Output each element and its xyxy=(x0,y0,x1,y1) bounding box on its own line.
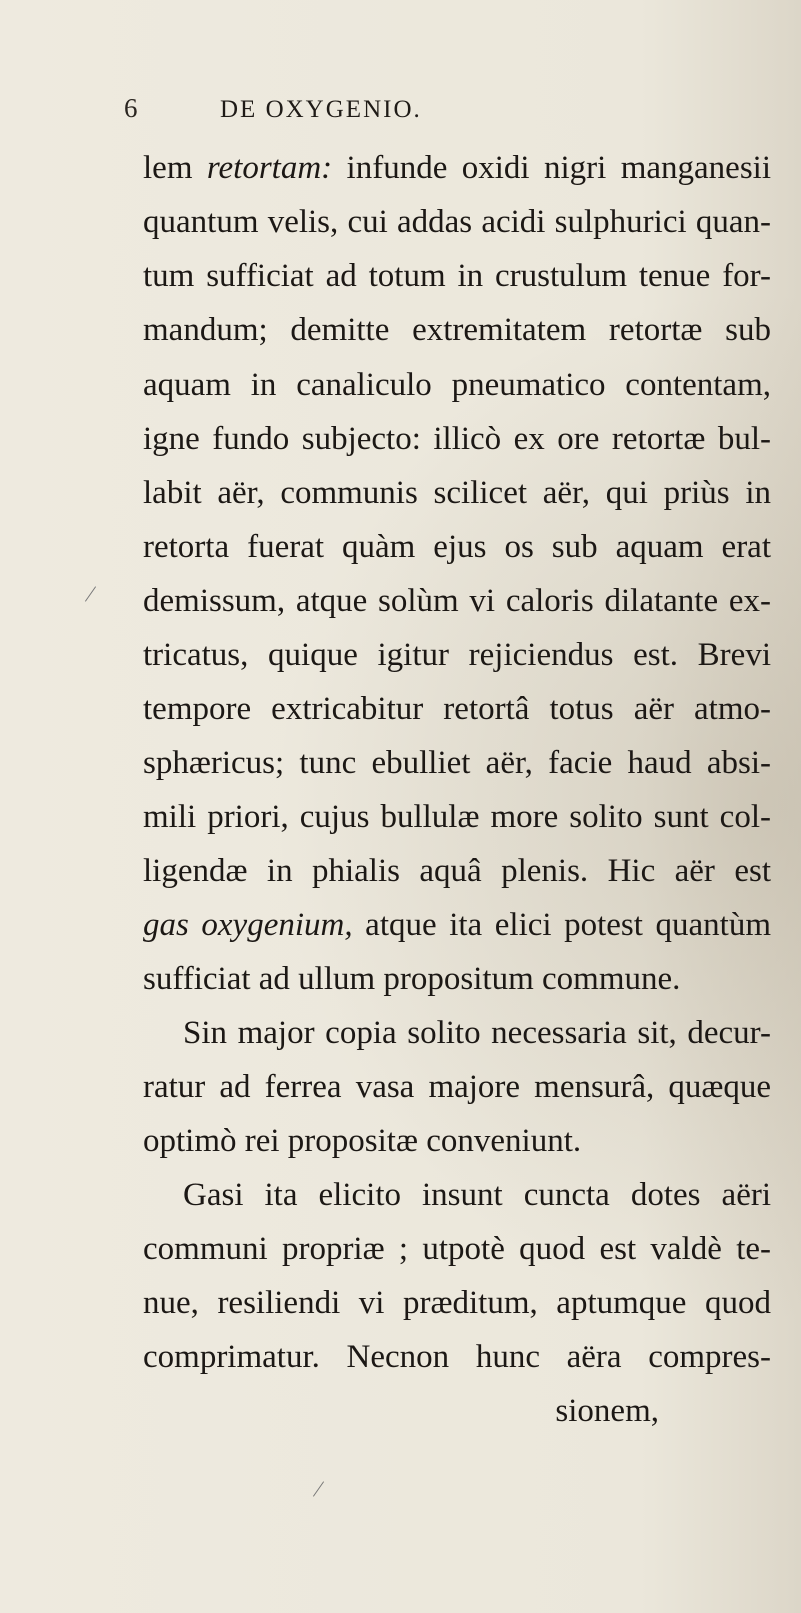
text-line: mandum; demitte extremitatem retortæ sub xyxy=(143,312,771,348)
catchword: sionem, xyxy=(555,1393,659,1429)
text-line: tricatus, quique igitur rejiciendus est. Brevi xyxy=(143,637,771,673)
text-line: sufficiat ad ullum propositum commune. xyxy=(143,961,681,997)
italic-term: gas oxygenium, xyxy=(143,907,353,943)
text-line: demissum, atque solùm vi caloris dilatante ex- xyxy=(143,583,771,619)
page-number: 6 xyxy=(124,93,138,123)
text-line: nue, resiliendi vi præditum, aptumque quod xyxy=(143,1285,771,1321)
line-text: lem xyxy=(143,150,207,186)
text-line: quantum velis, cui addas acidi sulphurici quan- xyxy=(143,204,771,240)
text-line xyxy=(143,907,771,944)
text-line: mili priori, cujus bullulæ more solito sunt col- xyxy=(143,799,771,835)
paragraph-start-line: Sin major copia solito necessaria sit, decur- xyxy=(183,1015,771,1051)
text-line xyxy=(143,150,771,187)
text-line: tum sufficiat ad totum in crustulum tenue for- xyxy=(143,258,771,294)
line-text: infunde oxidi nigri manganesii xyxy=(332,150,772,186)
paragraph-start-line: Gasi ita elicito insunt cuncta dotes aëri xyxy=(183,1177,771,1213)
text-line: ratur ad ferrea vasa majore mensurâ, quæque xyxy=(143,1069,771,1105)
text-line: sphæricus; tunc ebulliet aër, facie haud absi- xyxy=(143,745,771,781)
margin-mark xyxy=(85,586,96,601)
margin-mark xyxy=(313,1481,324,1496)
text-line: comprimatur. Necnon hunc aëra compres- xyxy=(143,1339,771,1375)
text-line: igne fundo subjecto: illicò ex ore retortæ bul- xyxy=(143,421,771,457)
text-line: aquam in canaliculo pneumatico contentam, xyxy=(143,367,771,403)
italic-term: retortam: xyxy=(206,150,333,186)
text-line: ligendæ in phialis aquâ plenis. Hic aër est xyxy=(143,853,771,889)
text-line: tempore extricabitur retortâ totus aër atmo- xyxy=(143,691,771,727)
text-line: communi propriæ ; utpotè quod est valdè te- xyxy=(143,1231,771,1267)
text-line: labit aër, communis scilicet aër, qui priùs in xyxy=(143,475,771,511)
text-line: optimò rei propositæ conveniunt. xyxy=(143,1123,582,1159)
line-text: atque ita elici potest quantùm xyxy=(352,907,771,943)
running-head: DE OXYGENIO. xyxy=(220,96,422,123)
text-line: retorta fuerat quàm ejus os sub aquam erat xyxy=(143,529,771,565)
